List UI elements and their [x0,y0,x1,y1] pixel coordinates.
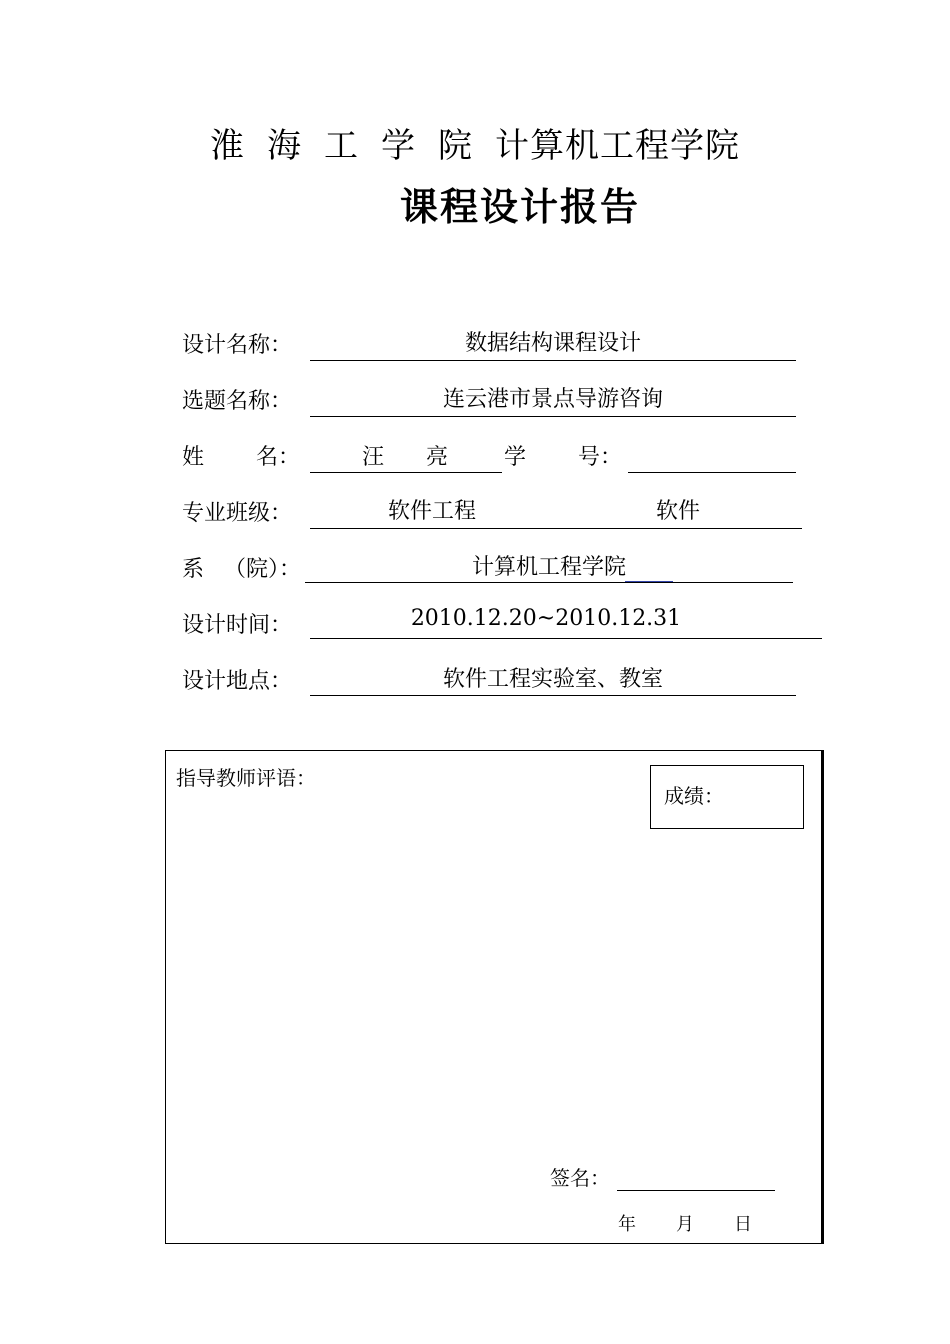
college-char-4: 学 [381,126,416,166]
major-value: 软件工程 [388,499,477,524]
college-title [0,118,950,167]
dept-underline [305,582,793,583]
student-id-underline [628,472,796,473]
class-value: 软件 [656,499,701,524]
name-underline [310,472,502,473]
topic-label: 选题名称： [182,389,293,414]
place-label: 设计地点： [182,669,293,694]
design-name-underline [310,360,796,361]
student-id-label: 号： [578,445,623,470]
time-label: 设计时间： [182,613,293,638]
college-char-2: 海 [267,126,302,166]
college-char-5: 院 [438,126,473,166]
major-label: 专业班级： [182,501,293,526]
time-value: 2010.12.20~2010.12.31 [410,606,682,631]
month-label: 月 [676,1214,694,1235]
day-label: 日 [734,1214,752,1235]
college-char-1: 淮 [210,126,245,166]
college-char-3: 工 [324,126,359,166]
name-label-char: 姓 [182,445,205,470]
score-label: 成绩： [664,784,724,808]
school-name: 计算机工程学院 [495,126,740,166]
student-id-label-char: 学 [504,445,527,470]
design-name-label: 设计名称： [182,333,293,358]
time-underline [310,638,822,639]
dept-label: （院）： [224,557,302,582]
name-value-char-1: 汪 [362,445,385,470]
place-value: 软件工程实验室、教室 [442,667,663,692]
topic-underline [310,416,796,417]
teacher-comment-label: 指导教师评语： [176,766,316,790]
dept-value: 计算机工程学院 [471,555,626,580]
name-label: 名： [256,445,301,470]
name-value-char-2: 亮 [426,445,449,470]
signature-label: 签名： [550,1166,610,1190]
place-underline [310,695,796,696]
major-underline [310,528,802,529]
year-label: 年 [618,1214,636,1235]
report-title: 课程设计报告 [399,184,640,229]
dept-label-char: 系 [182,557,205,582]
signature-underline [617,1190,775,1191]
design-name-value: 数据结构课程设计 [464,331,641,356]
topic-value: 连云港市景点导游咨询 [442,387,663,412]
